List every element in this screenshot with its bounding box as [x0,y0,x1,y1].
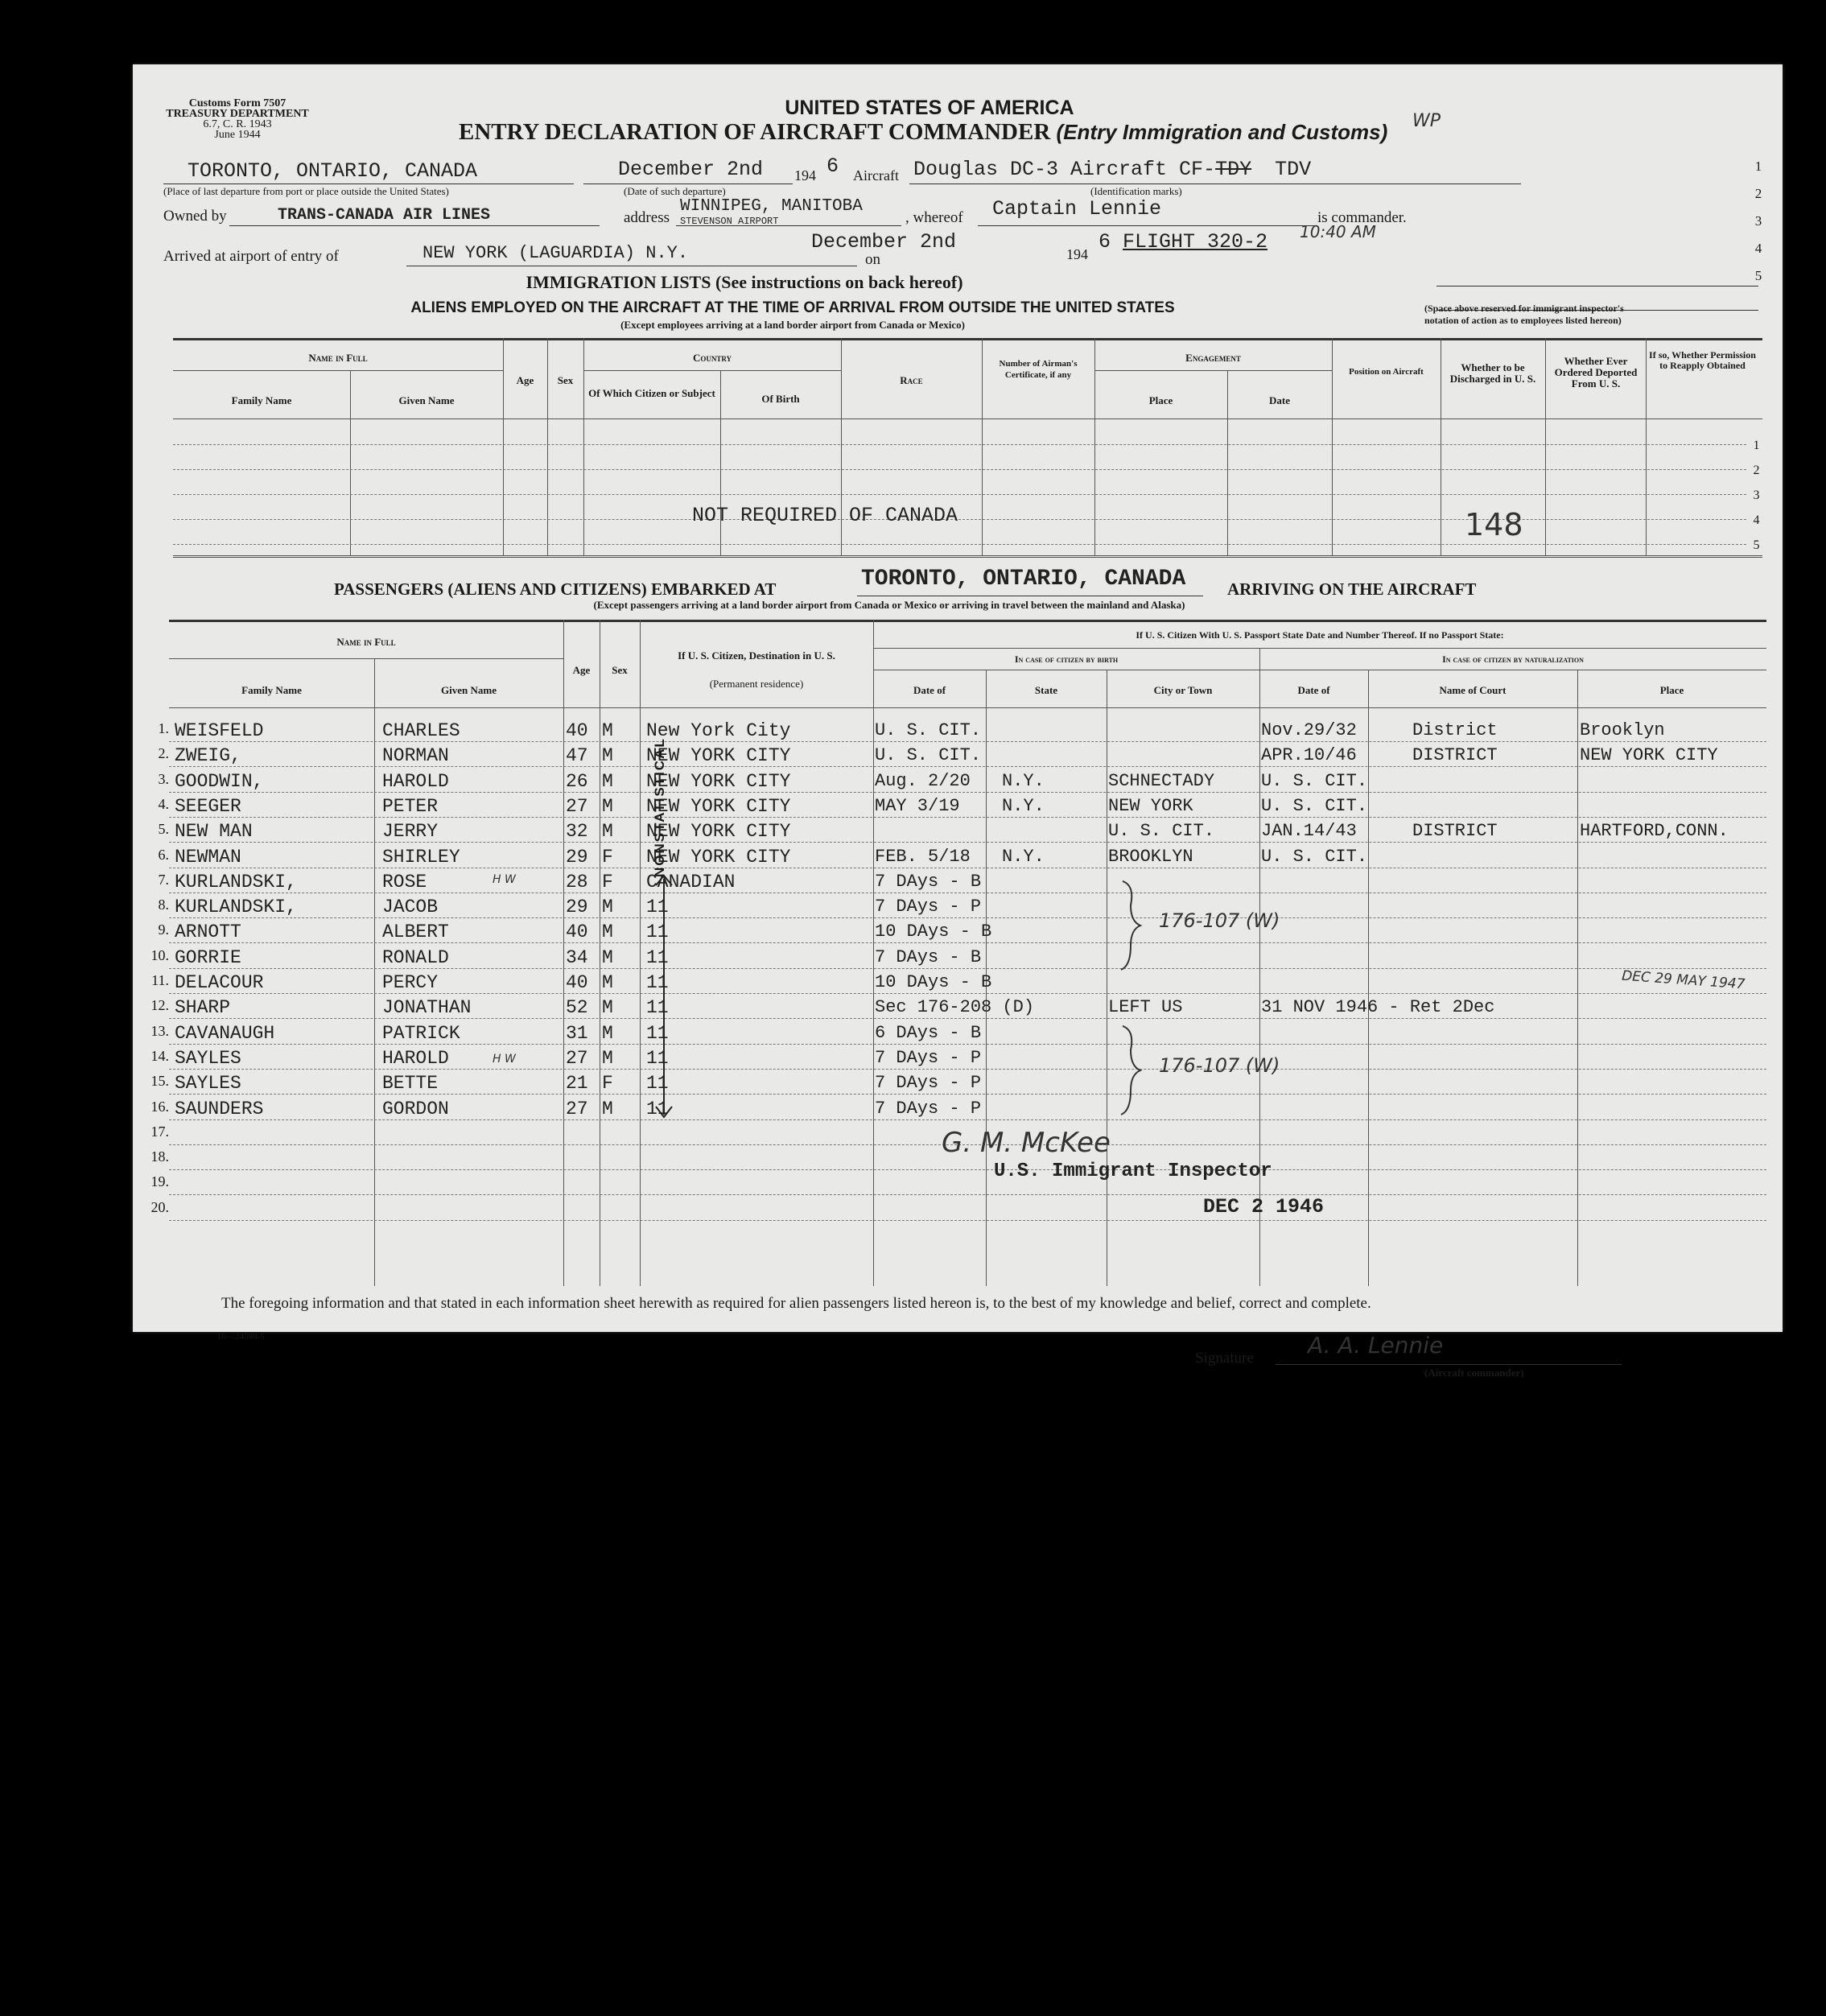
sex: F [602,1073,613,1095]
family-name: KURLANDSKI, [175,871,297,893]
age: 29 [566,846,588,868]
naturalization-date: Nov.29/32 [1261,720,1357,740]
given-name: ROSE [382,871,427,893]
given-name: PETER [382,795,439,817]
given-name: RONALD [382,946,449,968]
owned-by-label: Owned by [163,208,227,225]
passengers-col-birth-date: Date of [913,684,946,696]
form-department: TREASURY DEPARTMENT [166,108,309,120]
family-name: SHARP [175,997,231,1019]
year-digit: 6 [826,155,839,178]
row-number: 20. [150,1198,169,1215]
sex: M [602,1047,613,1069]
age: 26 [566,770,588,792]
aircraft-model: Douglas DC-3 Aircraft CF- [913,158,1216,181]
sex: M [602,821,613,843]
passengers-col-destination-sub: (Permanent residence) [709,678,804,690]
given-name: GORDON [382,1098,449,1119]
birth-date: Sec 176-208 (D) [875,997,1035,1018]
line-number: 1 [1754,159,1762,174]
aliens-col-date: Date [1269,394,1290,406]
sex: M [602,946,613,968]
arrival-date: December 2nd [811,230,957,254]
arrival-time: 10:40 AM [1300,222,1376,241]
row-number: 13. [150,1022,169,1039]
form-regulation: 6.7, C. R. 1943 [203,118,272,130]
age: 47 [566,745,588,767]
group-note-2: 176-107 (W) [1159,1054,1280,1077]
inspector-title: U.S. Immigrant Inspector [994,1161,1272,1182]
naturalization-date: APR.10/46 [1261,745,1357,766]
row-number: 6. [158,846,169,863]
birth-date: Aug. 2/20 [875,770,971,791]
row-number: 2 [1753,464,1760,477]
embarked-at: TORONTO, ONTARIO, CANADA [861,567,1186,592]
newman-marks: H W [493,873,516,886]
inspector-stamp-date: DEC 2 1946 [1203,1195,1325,1218]
naturalization-place: Brooklyn [1580,720,1665,740]
age: 52 [566,997,588,1019]
departure-date-label: (Date of such departure) [624,185,726,197]
family-name: WEISFELD [175,720,264,741]
passengers-col-court: Name of Court [1439,684,1507,696]
row-number: 18. [150,1148,169,1165]
commander: Captain Lennie [992,197,1162,221]
handwritten-number: 148 [1465,507,1523,542]
age: 27 [566,1047,588,1069]
given-name: JACOB [382,897,439,918]
aircraft-suffix: TDV [1275,158,1312,181]
row-number: 12. [150,997,169,1014]
aliens-col-citizen: Of Which Citizen or Subject [588,387,715,399]
initials: WP [1412,111,1441,131]
destination: NEW YORK CITY [646,770,791,792]
aliens-col-deported: Whether Ever Ordered Deported From U. S. [1554,355,1638,390]
given-name: JONATHAN [382,997,472,1019]
destination: NEW YORK CITY [646,745,791,767]
form-title-sub: (Entry Immigration and Customs) [1056,120,1388,144]
sex: M [602,972,613,993]
row-number: 8. [158,897,169,913]
birth-date: 7 DAys - B [875,871,982,892]
birth-state: N.Y. [1002,795,1045,816]
passengers-col-city: City or Town [1153,684,1213,696]
aliens-col-name: Name in Full [308,352,368,364]
whereof-label: , whereof [905,209,963,226]
row-number: 11. [151,972,169,988]
given-name: HAROLD [382,1047,449,1069]
row-number: 1 [1753,439,1760,452]
destination: NEW YORK CITY [646,846,791,868]
sex: M [602,795,613,817]
birth-city: LEFT US [1108,997,1183,1018]
on-label: on [865,251,880,268]
family-name: SEEGER [175,795,241,817]
birth-date: U. S. CIT. [875,720,982,740]
aliens-sub: (Except employees arriving at a land border airport from Canada or Mexico) [620,319,965,331]
row-number: 19. [150,1173,169,1190]
given-name: CHARLES [382,720,460,741]
passengers-col-by-naturalization: In case of citizen by naturalization [1442,653,1584,665]
birth-date: U. S. CIT. [875,745,982,766]
family-name: SAUNDERS [175,1098,264,1119]
row-number: 7. [158,871,169,888]
declaration-text: The foregoing information and that stated in each information sheet herewith as required for alien passengers listed hereon is, to the best of my knowledge and belief, correct and complete. [221,1295,1371,1312]
birth-date: MAY 3/19 [875,795,960,816]
passengers-col-destination: If U. S. Citizen, Destination in U. S. [678,649,835,662]
form-title-main: ENTRY DECLARATION OF AIRCRAFT COMMANDER [459,119,1051,145]
signature-sub: (Aircraft commander) [1424,1367,1524,1379]
aircraft-label-sub: (Identification marks) [1090,185,1182,197]
family-name: NEW MAN [175,821,253,843]
destination: 11 [646,1073,669,1095]
destination: 11 [646,972,669,993]
entry-declaration-form [133,64,1783,1379]
row-number: 3 [1753,489,1760,502]
sayles-marks: H W [493,1053,516,1066]
group-note-1: 176-107 (W) [1159,909,1280,932]
reserved-note-2: notation of action as to employees listed hereon) [1424,315,1622,326]
given-name: PERCY [382,972,439,993]
given-name: SHIRLEY [382,846,460,868]
line-number: 3 [1754,213,1762,229]
passengers-col-given: Given Name [441,684,497,696]
row-number: 17. [150,1123,169,1140]
birth-date: 7 DAys - B [875,946,982,967]
age: 31 [566,1022,588,1044]
age: 40 [566,921,588,943]
naturalization-date: U. S. CIT. [1261,795,1368,816]
passengers-col-nat-date: Date of [1297,684,1330,696]
birth-city: BROOKLYN [1108,846,1193,867]
aliens-col-age: Age [516,374,534,386]
naturalization-date: U. S. CIT. [1261,846,1368,867]
passengers-heading-1: PASSENGERS (ALIENS AND CITIZENS) EMBARKED AT [334,579,777,599]
departure-place-label: (Place of last departure from port or place outside the United States) [163,185,449,197]
row-number: 16. [150,1098,169,1115]
age: 32 [566,821,588,843]
birth-state: N.Y. [1002,846,1045,867]
passengers-col-state: State [1034,684,1058,696]
family-name: NEWMAN [175,846,241,868]
aliens-col-race: Race [900,374,923,386]
family-name: ARNOTT [175,921,241,943]
line-number: 2 [1754,186,1762,201]
given-name: PATRICK [382,1022,460,1044]
commander-suffix: is commander. [1317,209,1407,226]
passengers-col-place: Place [1659,684,1684,696]
aliens-col-birth: Of Birth [761,393,800,405]
form-number: Customs Form 7507 [188,97,286,109]
row-number: 14. [150,1047,169,1064]
destination: 11 [646,1047,669,1069]
aliens-heading: ALIENS EMPLOYED ON THE AIRCRAFT AT THE TIME OF ARRIVAL FROM OUTSIDE THE UNITED STATES [410,299,1175,316]
age: 27 [566,1098,588,1119]
immigration-heading: IMMIGRATION LISTS (See instructions on back hereof) [526,272,963,292]
aliens-col-engagement: Engagement [1185,352,1241,364]
row-number: 5 [1753,538,1760,552]
age: 34 [566,946,588,968]
owner: TRANS-CANADA AIR LINES [278,206,491,225]
year-prefix: 194 [794,167,816,183]
aliens-col-permission: If so, Whether Permission to Reapply Obtained [1649,349,1756,371]
birth-city: NEW YORK [1108,795,1193,816]
arrival-year-prefix: 194 [1066,246,1088,262]
inspector-signature: G. M. McKee [942,1127,1111,1159]
destination: 11 [646,946,669,968]
birth-date: 7 DAys - P [875,897,982,917]
aircraft-struck: TDY [1215,158,1252,181]
sex: M [602,921,613,943]
given-name: JERRY [382,821,439,843]
destination: 11 [646,897,669,918]
country-title: UNITED STATES OF AMERICA [785,97,1074,119]
court: DISTRICT [1412,745,1498,766]
birth-date: 10 DAys - B [875,921,992,942]
family-name: ZWEIG, [175,745,241,767]
birth-date: 7 DAys - P [875,1047,982,1068]
bracket-marks [133,64,1783,1332]
sex: M [602,1098,613,1119]
age: 27 [566,795,588,817]
row-number: 5. [158,821,169,838]
passengers-sub: (Except passengers arriving at a land border airport from Canada or Mexico or arriving in travel between the mainland and Alaska) [593,599,1185,611]
aliens-col-family: Family Name [231,394,292,406]
sex: M [602,897,613,918]
sex: M [602,770,613,792]
destination: 11 [646,1098,669,1119]
birth-date: 6 DAys - B [875,1022,982,1043]
departure-date: December 2nd [618,158,764,181]
sex: M [602,1022,613,1044]
aliens-col-country: Country [692,352,732,364]
family-name: CAVANAUGH [175,1022,275,1044]
given-name: BETTE [382,1073,439,1095]
naturalization-place: NEW YORK CITY [1580,745,1718,766]
not-required-note: NOT REQUIRED OF CANADA [692,504,958,527]
flight-number: FLIGHT 320-2 [1123,230,1268,254]
passengers-col-name: Name in Full [336,636,396,648]
court: District [1412,720,1498,740]
naturalization-place: HARTFORD,CONN. [1580,821,1729,842]
line-number: 5 [1754,268,1762,283]
passengers-col-sex: Sex [612,664,628,676]
birth-state: N.Y. [1002,770,1045,791]
aliens-col-place: Place [1148,394,1173,406]
departure-place: TORONTO, ONTARIO, CANADA [188,159,478,183]
arrival-airport-text: NEW YORK (LAGUARDIA) N.Y. [422,243,689,263]
aliens-col-certificate: Number of Airman's Certificate, if any [999,359,1078,380]
family-name: GOODWIN, [175,770,264,792]
naturalization-date: U. S. CIT. [1261,770,1368,791]
commander-signature: A. A. Lennie [1308,1332,1444,1358]
family-name: GORRIE [175,946,241,968]
row-number: 4. [158,795,169,812]
given-name: ALBERT [382,921,449,943]
given-name: NORMAN [382,745,449,767]
nonstatistical-mark: NONSTATISTICAL [652,737,667,877]
signature-label: Signature [1195,1350,1254,1367]
aliens-col-sex: Sex [557,374,574,386]
destination: 11 [646,997,669,1019]
aliens-col-position: Position on Aircraft [1349,367,1424,377]
birth-city: SCHNECTADY [1108,770,1215,791]
family-name: SAYLES [175,1047,241,1069]
sex: F [602,846,613,868]
address-label: address [624,209,670,226]
row-number: 4 [1753,513,1760,527]
row-number: 15. [150,1073,169,1090]
sex: M [602,745,613,767]
naturalization-date: 31 NOV 1946 - Ret 2Dec [1261,997,1495,1018]
age: 28 [566,871,588,893]
destination: New York City [646,720,791,741]
age: 40 [566,720,588,741]
row-number: 9. [158,921,169,938]
family-name: DELACOUR [175,972,264,993]
age: 40 [566,972,588,993]
sharp-note: DEC 29 MAY 1947 [1621,967,1746,993]
address-sub: STEVENSON AIRPORT [680,216,779,227]
sex: M [602,997,613,1019]
birth-date: 10 DAys - B [875,972,992,992]
arrived-label: Arrived at airport of entry of [163,248,339,265]
passengers-heading-2: ARRIVING ON THE AIRCRAFT [1227,579,1477,599]
court: DISTRICT [1412,821,1498,842]
aliens-col-given: Given Name [398,394,455,406]
family-name: KURLANDSKI, [175,897,297,918]
row-number: 3. [158,770,169,787]
destination: NEW YORK CITY [646,821,791,843]
birth-date: 7 DAys - P [875,1098,982,1119]
destination: CANADIAN [646,871,736,893]
row-number: 10. [150,946,169,963]
row-number: 2. [158,745,169,762]
age: 21 [566,1073,588,1095]
destination: 11 [646,1022,669,1044]
address: WINNIPEG, MANITOBA [680,197,863,216]
age: 29 [566,897,588,918]
birth-date: 7 DAys - P [875,1073,982,1094]
form-date: June 1944 [214,129,261,141]
passengers-col-age: Age [572,664,591,676]
passengers-col-passport: If U. S. Citizen With U. S. Passport State Date and Number Thereof. If no Passport State: [1136,629,1504,641]
line-number: 4 [1754,241,1762,256]
arrival-year-digit: 6 [1098,230,1111,254]
naturalization-date: JAN.14/43 [1261,821,1357,842]
reserved-note-1: (Space above reserved for immigrant inspector's [1424,303,1624,314]
given-name: HAROLD [382,770,449,792]
row-number: 1. [158,720,169,736]
form-code: 16—24598-5 [217,1332,265,1342]
birth-city: U. S. CIT. [1108,821,1215,842]
aliens-col-discharged: Whether to be Discharged in U. S. [1449,361,1536,385]
destination: 11 [646,921,669,943]
sex: M [602,720,613,741]
destination: NEW YORK CITY [646,795,791,817]
passengers-col-family: Family Name [241,684,302,696]
passengers-col-by-birth: In case of citizen by birth [1014,653,1119,665]
aircraft-label: Aircraft [853,167,899,183]
family-name: SAYLES [175,1073,241,1095]
birth-date: FEB. 5/18 [875,846,971,867]
sex: F [602,871,613,893]
